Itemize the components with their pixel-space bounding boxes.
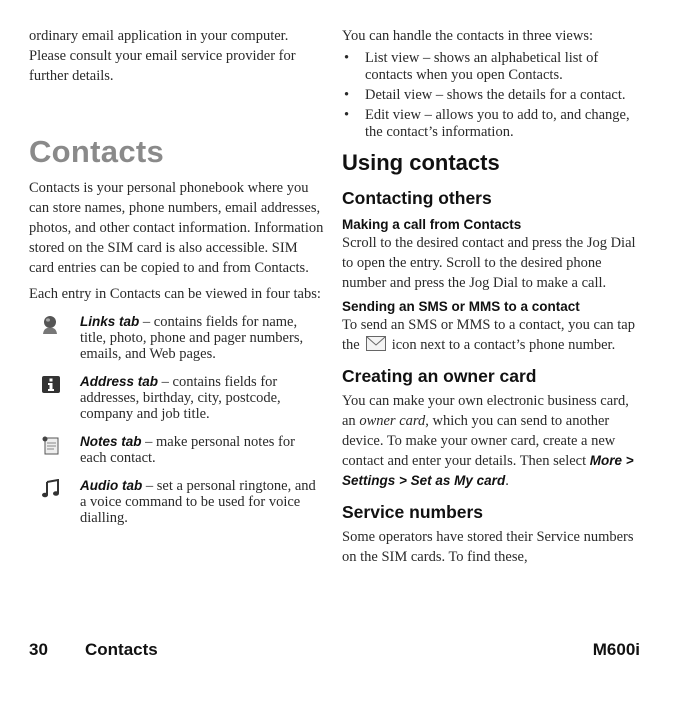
views-list <box>342 50 640 141</box>
envelope-icon <box>366 336 386 351</box>
tab-list <box>29 314 325 526</box>
menu-path: More > Settings > Set as My card <box>342 453 634 488</box>
sms-text-part: icon next to a contact’s phone number. <box>391 337 616 353</box>
tab-description: – contains fields for name, title, photo, phone and pager numbers, emails, and Web pages. <box>80 314 304 362</box>
using-contacts-heading: Using contacts <box>342 150 500 175</box>
sending-sms-heading: Sending an SMS or MMS to a contact <box>342 299 580 314</box>
list-item <box>342 107 640 141</box>
tab-name: Audio tab <box>80 478 143 493</box>
notes-tab-item <box>29 434 325 466</box>
views-intro: You can handle the contacts in three views: <box>342 28 594 44</box>
page-footer <box>29 640 640 662</box>
list-item <box>342 87 640 104</box>
person-icon <box>41 315 61 335</box>
tabs-intro: Each entry in Contacts can be viewed in four tabs: <box>29 286 321 302</box>
right-column <box>342 26 640 567</box>
music-note-icon <box>41 479 61 499</box>
owner-text-part: You can make your own electronic business card, an <box>342 393 629 429</box>
bullet: • <box>344 50 350 66</box>
intro-paragraph: ordinary email application in your computer. Please consult your email service provider for further details. <box>29 28 296 84</box>
footer-section-title: Contacts <box>85 640 158 659</box>
bullet: • <box>344 107 350 123</box>
list-item <box>342 50 640 84</box>
list-item-text: Edit view – allows you to add to, and change, the contact’s information. <box>365 107 630 140</box>
address-tab-item <box>29 374 325 422</box>
service-numbers-heading: Service numbers <box>342 502 484 522</box>
chapter-title: Contacts <box>29 134 165 169</box>
sending-sms-text <box>342 315 640 355</box>
owner-card-heading: Creating an owner card <box>342 366 537 386</box>
making-call-text: Scroll to the desired contact and press the Jog Dial to open the entry. Scroll to the desired phone number and press the Jog Dial to make a call. <box>342 235 636 291</box>
sms-text-part: To send an SMS or MMS to a contact, you can tap the <box>342 317 635 353</box>
owner-text-part: , which you can send to another device. To make your owner card, create a new contact and enter your details. Then select <box>342 413 616 469</box>
tab-name: Address tab <box>80 374 159 389</box>
left-column <box>29 26 325 538</box>
owner-card-term: owner card <box>359 413 426 429</box>
service-numbers-text: Some operators have stored their Service numbers on the SIM cards. To find these, <box>342 529 634 565</box>
making-call-heading: Making a call from Contacts <box>342 217 522 232</box>
owner-card-text <box>342 391 640 491</box>
contacting-others-heading: Contacting others <box>342 188 492 208</box>
footer-model-name: M600i <box>592 640 640 659</box>
page-number: 30 <box>29 640 48 659</box>
owner-text-part: . <box>505 473 509 489</box>
tab-description: – make personal notes for each contact. <box>80 434 295 466</box>
tab-name: Notes tab <box>80 434 142 449</box>
notes-icon <box>41 435 61 455</box>
links-tab-item <box>29 314 325 362</box>
info-icon <box>41 375 61 395</box>
contacts-description: Contacts is your personal phonebook where you can store names, phone numbers, email addresses, photos, and other contact information. Information stored on the SIM card is also accessible. SIM card entries can be copied to and from Contacts. <box>29 180 324 276</box>
list-item-text: Detail view – shows the details for a contact. <box>365 87 626 103</box>
tab-description: – set a personal ringtone, and a voice command to be used for voice dialling. <box>80 478 316 526</box>
list-item-text: List view – shows an alphabetical list of contacts when you open Contacts. <box>365 50 599 83</box>
bullet: • <box>344 87 350 103</box>
tab-name: Links tab <box>80 314 140 329</box>
tab-description: – contains fields for addresses, birthday, city, postcode, company and job title. <box>80 374 281 422</box>
audio-tab-item <box>29 478 325 526</box>
